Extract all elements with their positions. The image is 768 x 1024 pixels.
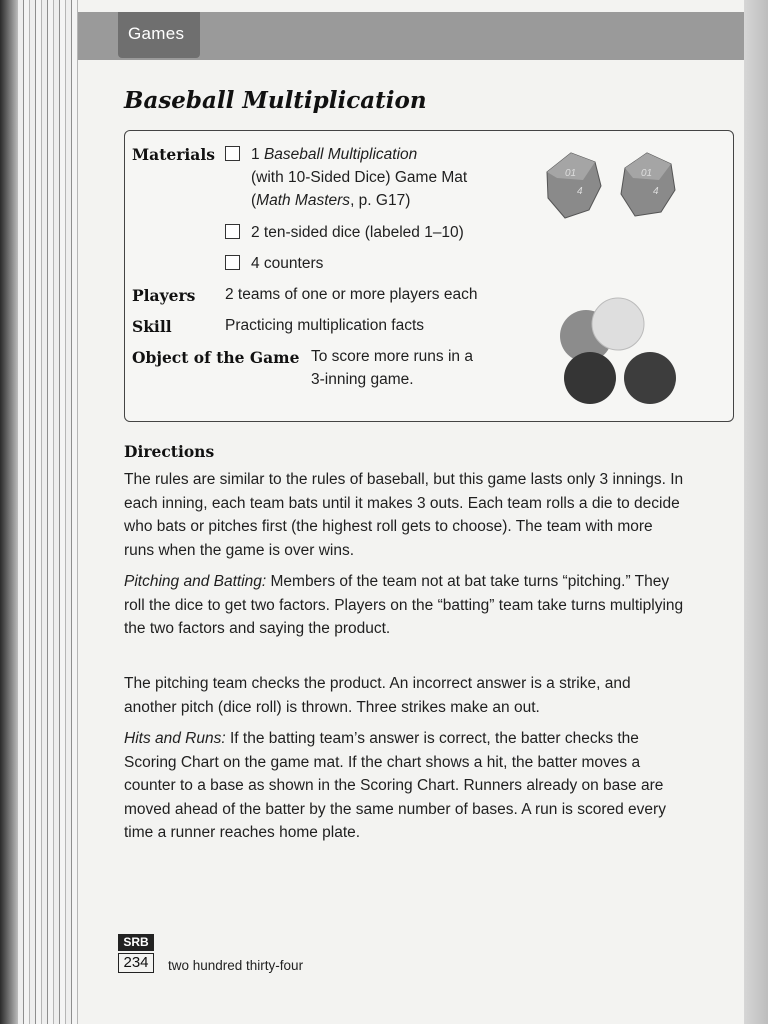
srb-page-marker: [118, 934, 158, 976]
book-spine: [0, 0, 18, 1024]
die-icon-left: [547, 153, 601, 218]
counter-icon: [564, 352, 616, 404]
directions-paragraph-2: Pitching and Batting: Members of the team not at bat take turns “pitching.” They roll the dice to get two factors. Players on the “batting” team take turns multiplying the two factors and saying the product.: [124, 573, 684, 637]
directions-heading: Directions: [124, 442, 215, 461]
section-tab: [118, 12, 200, 58]
page-title: Baseball Multiplication: [124, 87, 427, 114]
skill-label: Skill: [132, 317, 172, 336]
material-item-2: 2 ten-sided dice (labeled 1–10): [251, 224, 464, 241]
die-face-number: 01: [641, 168, 653, 179]
material-item-3: 4 counters: [251, 255, 324, 272]
counter-icon: [592, 298, 644, 350]
material-checkbox-2[interactable]: [225, 224, 240, 239]
players-text: 2 teams of one or more players each: [225, 286, 478, 303]
right-page-edge: [744, 0, 768, 1024]
material-checkbox-3[interactable]: [225, 255, 240, 270]
material-item-1: 1 Baseball Multiplication (with 10-Sided Dice) Game Mat (Math Masters, p. G17): [251, 146, 468, 209]
die-face-number: 01: [565, 168, 577, 179]
page-number: 234: [118, 953, 154, 973]
counter-icon: [624, 352, 676, 404]
dice-illustration: [543, 150, 683, 222]
object-label: Object of the Game: [132, 348, 300, 367]
directions-paragraph-1: The rules are similar to the rules of baseball, but this game lasts only 3 innings. In each inning, each team bats until it makes 3 outs. Each team rolls a die to decide who bats or pitches first (the highest roll gets to choose). The team with more runs when the game is over wins.: [124, 471, 684, 559]
skill-text: Practicing multiplication facts: [225, 317, 424, 334]
material-checkbox-1[interactable]: [225, 146, 240, 161]
section-tab-label: Games: [128, 24, 185, 43]
directions-paragraph-3: The pitching team checks the product. An incorrect answer is a strike, and another pitch (dice roll) is thrown. Three strikes make an out.: [124, 675, 631, 716]
die-face-number: 4: [653, 186, 659, 197]
page-number-words: two hundred thirty-four: [168, 958, 304, 973]
page-edges: [18, 0, 80, 1024]
die-face-number: 4: [577, 186, 583, 197]
players-label: Players: [132, 286, 196, 305]
die-icon-right: [621, 153, 675, 216]
counters-illustration: [552, 292, 682, 412]
directions-paragraph-4: Hits and Runs: If the batting team’s answer is correct, the batter checks the Scoring Chart on the game mat. If the chart shows a hit, the batter moves a counter to a base as shown in the Scoring Chart. Runners already on base are moved ahead of the batter by the same number of bases. A run is scored every time a runner reaches home plate.: [124, 730, 666, 841]
object-text: To score more runs in a 3-inning game.: [311, 348, 473, 388]
header-bar: [78, 12, 744, 60]
srb-badge: SRB: [118, 934, 154, 951]
materials-label: Materials: [132, 145, 215, 164]
